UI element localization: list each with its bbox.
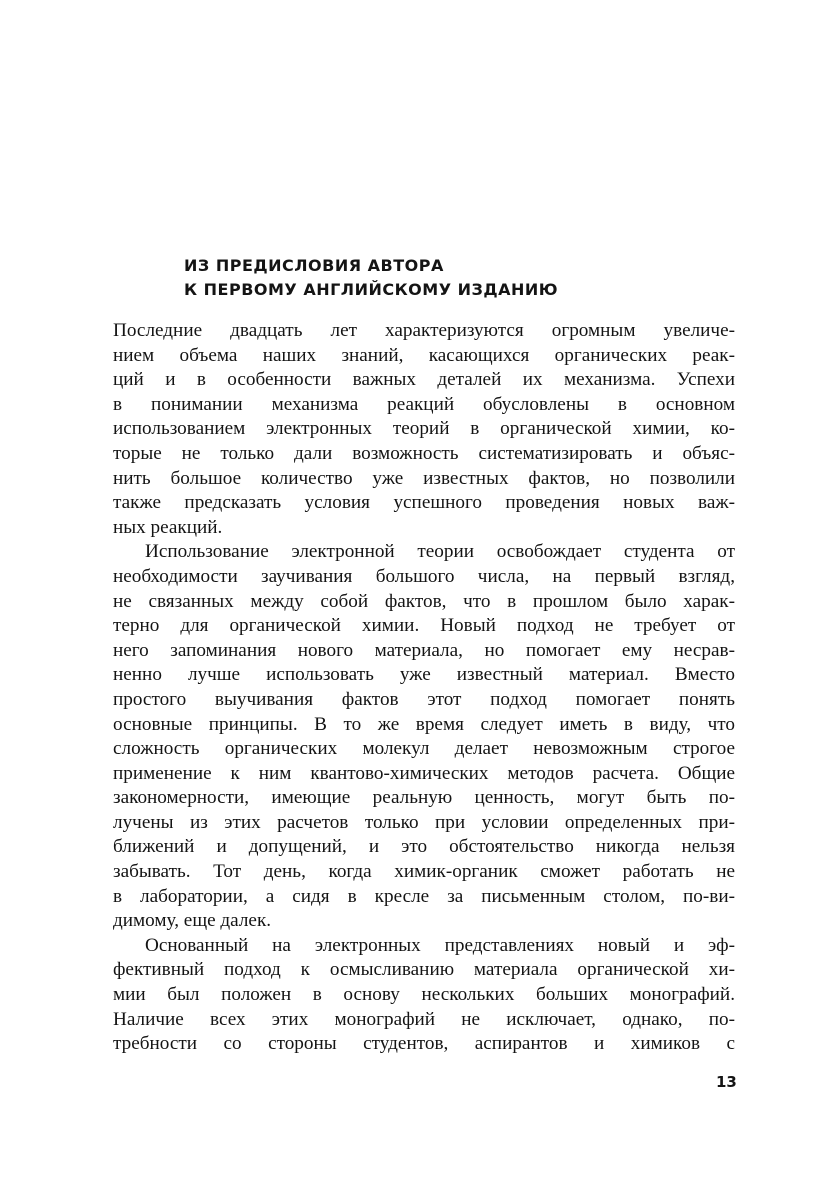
text-line: не связанных между собой фактов, что в прошлом было харак- bbox=[113, 590, 735, 612]
text-line: также предсказать условия успешного проведения новых важ- bbox=[113, 492, 735, 514]
body-text bbox=[113, 319, 735, 1057]
text-line: Использование электронной теории освобождает студента от bbox=[145, 541, 735, 563]
text-line: торые не только дали возможность систематизировать и объяс- bbox=[113, 442, 735, 464]
text-line: Наличие всех этих монографий не исключает, однако, по- bbox=[113, 1008, 735, 1030]
text-line: ближений и допущений, и это обстоятельство никогда нельзя bbox=[113, 836, 735, 858]
text-line: забывать. Тот день, когда химик-органик сможет работать не bbox=[113, 861, 735, 883]
paragraph-1 bbox=[113, 319, 735, 540]
text-line: лучены из этих расчетов только при условии определенных при- bbox=[113, 811, 735, 833]
text-line: основные принципы. В то же время следует иметь в виду, что bbox=[113, 713, 735, 735]
paragraph-2 bbox=[113, 540, 735, 934]
text-line: нием объема наших знаний, касающихся органических реак- bbox=[113, 344, 735, 366]
text-line: сложность органических молекул делает невозможным строгое bbox=[113, 738, 735, 760]
paragraph-3 bbox=[113, 934, 735, 1057]
text-line: требности со стороны студентов, аспирантов и химиков с bbox=[113, 1033, 735, 1055]
section-heading bbox=[184, 254, 604, 302]
text-line: ций и в особенности важных деталей их механизма. Успехи bbox=[113, 369, 735, 391]
text-line: мии был положен в основу нескольких больших монографий. bbox=[113, 984, 735, 1006]
text-line: использованием электронных теорий в органической химии, ко- bbox=[113, 418, 735, 440]
text-line: закономерности, имеющие реальную ценность, могут быть по- bbox=[113, 787, 735, 809]
text-line: применение к ним квантово-химических методов расчета. Общие bbox=[113, 762, 735, 784]
heading-line-2: К ПЕРВОМУ АНГЛИЙСКОМУ ИЗДАНИЮ bbox=[184, 280, 559, 299]
page-number: 13 bbox=[716, 1073, 737, 1091]
text-line: ных реакций. bbox=[113, 516, 223, 538]
text-line: простого выучивания фактов этот подход помогает понять bbox=[113, 688, 735, 710]
text-line: ненно лучше использовать уже известный материал. Вместо bbox=[113, 664, 735, 686]
text-line: него запоминания нового материала, но помогает ему несрав- bbox=[113, 639, 735, 661]
text-line: димому, еще далек. bbox=[113, 910, 272, 932]
heading-line-1: ИЗ ПРЕДИСЛОВИЯ АВТОРА bbox=[184, 256, 444, 275]
text-line: в лаборатории, а сидя в кресле за письменным столом, по-ви- bbox=[113, 885, 735, 907]
text-line: Последние двадцать лет характеризуются огромным увеличе- bbox=[113, 320, 735, 341]
text-line: нить большое количество уже известных фактов, но позволили bbox=[113, 467, 735, 489]
text-line: фективный подход к осмысливанию материала органической хи- bbox=[113, 959, 735, 981]
text-line: Основанный на электронных представлениях новый и эф- bbox=[145, 934, 735, 956]
text-line: терно для органической химии. Новый подход не требует от bbox=[113, 615, 735, 637]
text-line: в понимании механизма реакций обусловлены в основном bbox=[113, 393, 735, 415]
text-line: необходимости заучивания большого числа, на первый взгляд, bbox=[113, 565, 735, 587]
